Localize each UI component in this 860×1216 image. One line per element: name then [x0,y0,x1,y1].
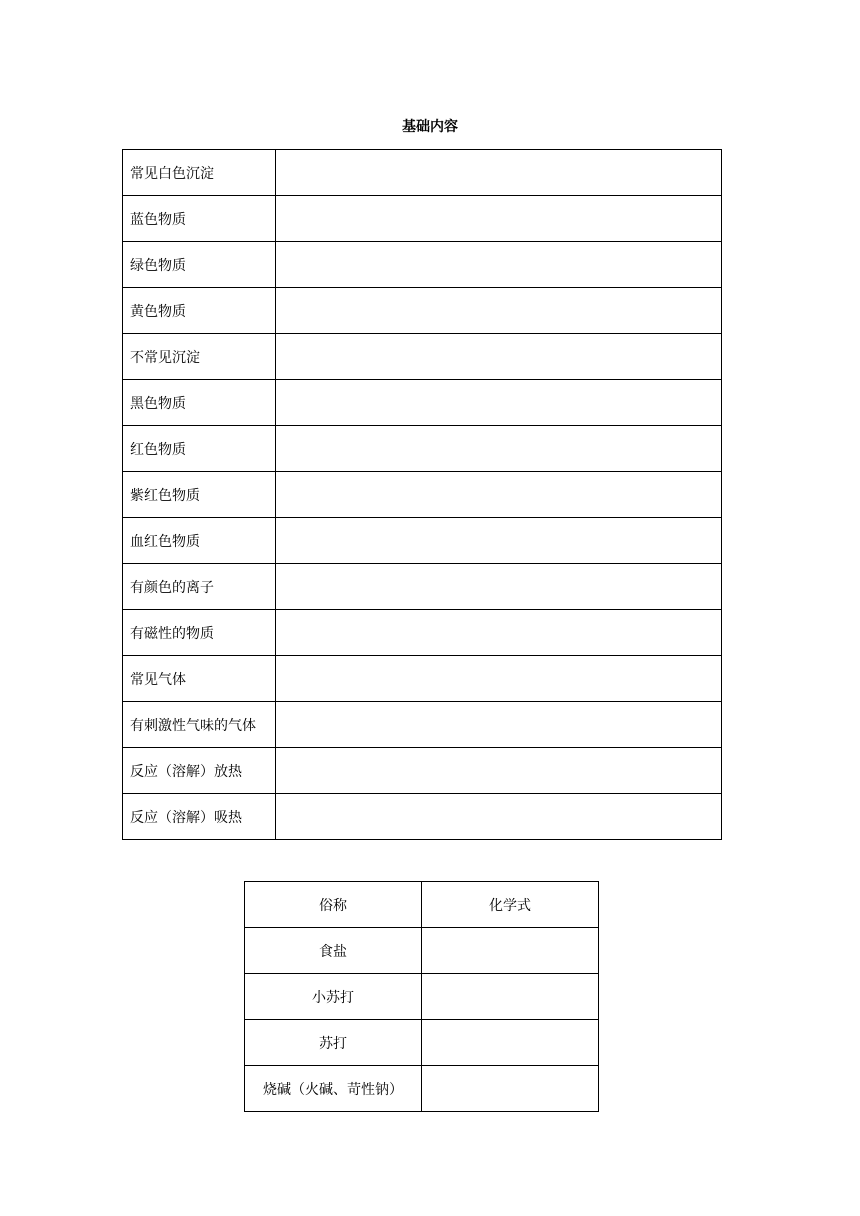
table-row [123,426,722,472]
answer-cell[interactable] [276,472,722,518]
row-label: 常见白色沉淀 [123,150,276,196]
answer-cell[interactable] [276,242,722,288]
table-row [245,928,599,974]
table-row [123,518,722,564]
common-name-cell: 苏打 [245,1020,422,1066]
table-header-row [245,882,599,928]
row-label: 有刺激性气味的气体 [123,702,276,748]
answer-cell[interactable] [276,748,722,794]
table-row [123,702,722,748]
table-row [245,1066,599,1112]
formula-cell[interactable] [422,1066,599,1112]
answer-cell[interactable] [276,610,722,656]
table-row [123,380,722,426]
common-names-table [244,881,599,1112]
table-row [123,242,722,288]
row-label: 有磁性的物质 [123,610,276,656]
table-row [123,150,722,196]
table-row [123,564,722,610]
row-label: 黑色物质 [123,380,276,426]
answer-cell[interactable] [276,702,722,748]
answer-cell[interactable] [276,196,722,242]
row-label: 反应（溶解）吸热 [123,794,276,840]
table-row [123,472,722,518]
answer-cell[interactable] [276,380,722,426]
table-row [123,748,722,794]
row-label: 紫红色物质 [123,472,276,518]
common-name-cell: 小苏打 [245,974,422,1020]
formula-cell[interactable] [422,974,599,1020]
answer-cell[interactable] [276,518,722,564]
row-label: 蓝色物质 [123,196,276,242]
formula-cell[interactable] [422,928,599,974]
table-row [123,196,722,242]
table-row [123,610,722,656]
table-row [123,334,722,380]
header-formula: 化学式 [422,882,599,928]
row-label: 有颜色的离子 [123,564,276,610]
row-label: 不常见沉淀 [123,334,276,380]
answer-cell[interactable] [276,150,722,196]
row-label: 反应（溶解）放热 [123,748,276,794]
common-name-cell: 食盐 [245,928,422,974]
row-label: 红色物质 [123,426,276,472]
answer-cell[interactable] [276,656,722,702]
answer-cell[interactable] [276,334,722,380]
basics-table [122,149,722,840]
table-row [123,794,722,840]
common-name-cell: 烧碱（火碱、苛性钠） [245,1066,422,1112]
header-common-name: 俗称 [245,882,422,928]
row-label: 绿色物质 [123,242,276,288]
table-row [123,288,722,334]
row-label: 常见气体 [123,656,276,702]
answer-cell[interactable] [276,288,722,334]
table-row [245,1020,599,1066]
table-row [123,656,722,702]
table-row [245,974,599,1020]
formula-cell[interactable] [422,1020,599,1066]
row-label: 血红色物质 [123,518,276,564]
row-label: 黄色物质 [123,288,276,334]
answer-cell[interactable] [276,794,722,840]
answer-cell[interactable] [276,564,722,610]
answer-cell[interactable] [276,426,722,472]
page-title: 基础内容 [402,119,458,135]
